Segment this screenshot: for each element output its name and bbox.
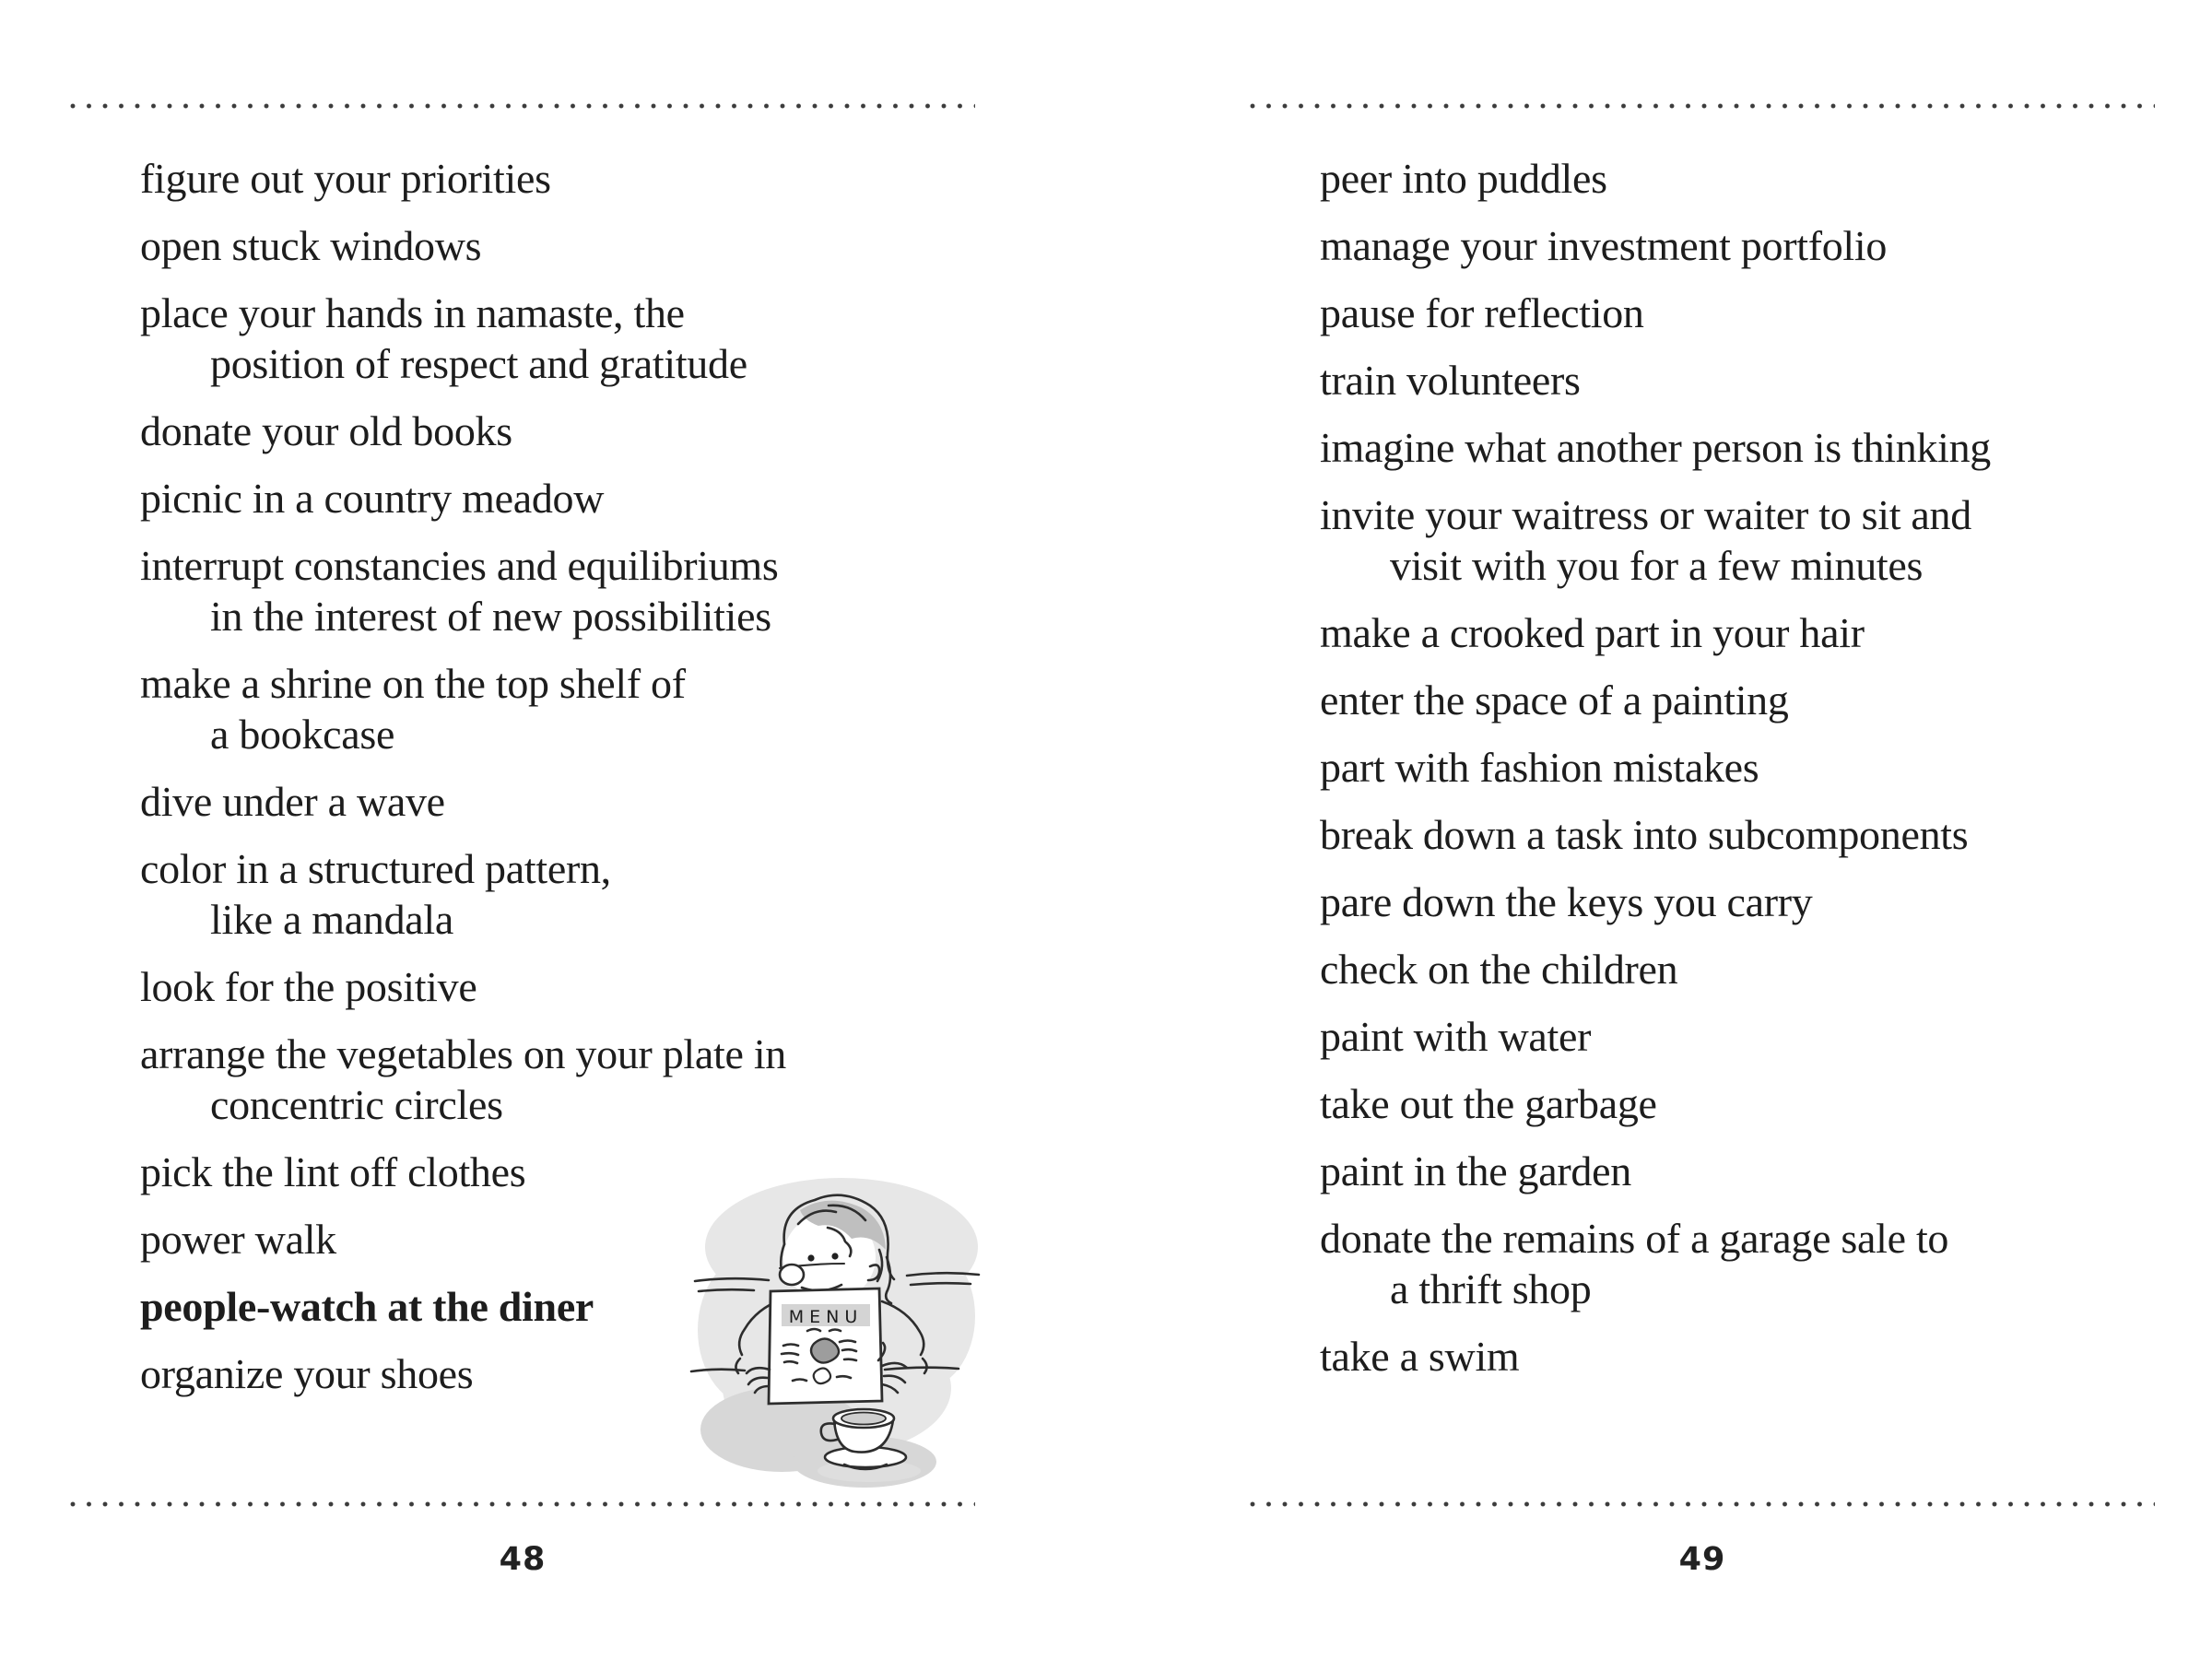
activity-item bbox=[1320, 288, 2205, 338]
activity-item bbox=[1320, 355, 2205, 406]
activity-text: peer into puddles bbox=[1320, 155, 1607, 202]
diner-menu-reader-illustration bbox=[689, 1169, 986, 1508]
activity-text: figure out your priorities bbox=[140, 155, 551, 202]
activity-text: pare down the keys you carry bbox=[1320, 878, 1813, 925]
activity-item bbox=[1320, 1011, 2205, 1062]
activity-text: enter the space of a painting bbox=[1320, 677, 1789, 724]
menu-card bbox=[769, 1288, 882, 1404]
activity-item bbox=[1320, 944, 2205, 994]
activity-text: make a shrine on the top shelf of bbox=[140, 660, 686, 707]
activity-text-wrap: a bookcase bbox=[210, 711, 395, 758]
activity-text: pick the lint off clothes bbox=[140, 1148, 526, 1195]
activity-text-wrap: visit with you for a few minutes bbox=[1390, 542, 1924, 589]
activity-text: part with fashion mistakes bbox=[1320, 744, 1759, 791]
activity-item bbox=[140, 1029, 1025, 1130]
activity-item bbox=[1320, 675, 2205, 725]
activity-item bbox=[1320, 153, 2205, 204]
activity-item bbox=[1320, 1146, 2205, 1196]
activity-text-wrap: position of respect and gratitude bbox=[210, 340, 747, 387]
activity-text: train volunteers bbox=[1320, 357, 1581, 404]
dotted-rule-top-left bbox=[70, 103, 975, 109]
activity-text: color in a structured pattern, bbox=[140, 845, 611, 892]
activity-item bbox=[140, 776, 1025, 827]
activity-text: dive under a wave bbox=[140, 778, 445, 825]
activity-text-wrap: concentric circles bbox=[210, 1081, 503, 1128]
activity-text: donate the remains of a garage sale to bbox=[1320, 1215, 1949, 1262]
activity-text: paint in the garden bbox=[1320, 1147, 1631, 1194]
activity-text: interrupt constancies and equilibriums bbox=[140, 542, 779, 589]
activity-item bbox=[140, 843, 1025, 945]
activity-item bbox=[1320, 1331, 2205, 1382]
activity-text: pause for reflection bbox=[1320, 289, 1644, 336]
activity-text-wrap: like a mandala bbox=[210, 896, 454, 943]
activity-item bbox=[140, 473, 1025, 524]
activity-item bbox=[1320, 220, 2205, 271]
activity-text: take out the garbage bbox=[1320, 1080, 1657, 1127]
activity-item bbox=[1320, 489, 2205, 591]
activity-item bbox=[140, 153, 1025, 204]
activity-text: place your hands in namaste, the bbox=[140, 289, 685, 336]
activity-text: organize your shoes bbox=[140, 1350, 474, 1397]
activity-text: invite your waitress or waiter to sit and bbox=[1320, 491, 1971, 538]
activity-text: break down a task into subcomponents bbox=[1320, 811, 1969, 858]
activity-text: power walk bbox=[140, 1216, 336, 1263]
activity-text: take a swim bbox=[1320, 1333, 1520, 1380]
activity-text: imagine what another person is thinking bbox=[1320, 424, 1991, 471]
activity-text: look for the positive bbox=[140, 963, 477, 1010]
activity-item bbox=[140, 220, 1025, 271]
activity-text: make a crooked part in your hair bbox=[1320, 609, 1865, 656]
activity-item bbox=[140, 540, 1025, 641]
dotted-rule-top-right bbox=[1250, 103, 2155, 109]
activity-text: manage your investment portfolio bbox=[1320, 222, 1888, 269]
activity-list-right bbox=[1320, 153, 2205, 1398]
activity-text-wrap: in the interest of new possibilities bbox=[210, 593, 771, 640]
activity-text-wrap: a thrift shop bbox=[1390, 1265, 1592, 1312]
activity-item bbox=[1320, 1213, 2205, 1314]
activity-text: donate your old books bbox=[140, 407, 512, 454]
page-number-right: 49 bbox=[1678, 1541, 1726, 1578]
activity-item bbox=[140, 288, 1025, 389]
activity-text: people-watch at the diner bbox=[140, 1283, 594, 1330]
activity-text: picnic in a country meadow bbox=[140, 475, 605, 522]
page-number-left: 48 bbox=[499, 1541, 547, 1578]
activity-item bbox=[1320, 809, 2205, 860]
dotted-rule-bottom-right bbox=[1250, 1501, 2155, 1507]
activity-item bbox=[1320, 742, 2205, 793]
activity-item bbox=[1320, 1078, 2205, 1129]
activity-item bbox=[1320, 422, 2205, 473]
activity-text: open stuck windows bbox=[140, 222, 482, 269]
activity-item bbox=[1320, 877, 2205, 927]
menu-label: MENU bbox=[788, 1307, 864, 1327]
activity-item bbox=[1320, 607, 2205, 658]
activity-item bbox=[140, 406, 1025, 456]
activity-text: check on the children bbox=[1320, 946, 1678, 993]
activity-text: paint with water bbox=[1320, 1013, 1592, 1060]
activity-item bbox=[140, 658, 1025, 759]
activity-item bbox=[140, 961, 1025, 1012]
activity-text: arrange the vegetables on your plate in bbox=[140, 1030, 787, 1077]
